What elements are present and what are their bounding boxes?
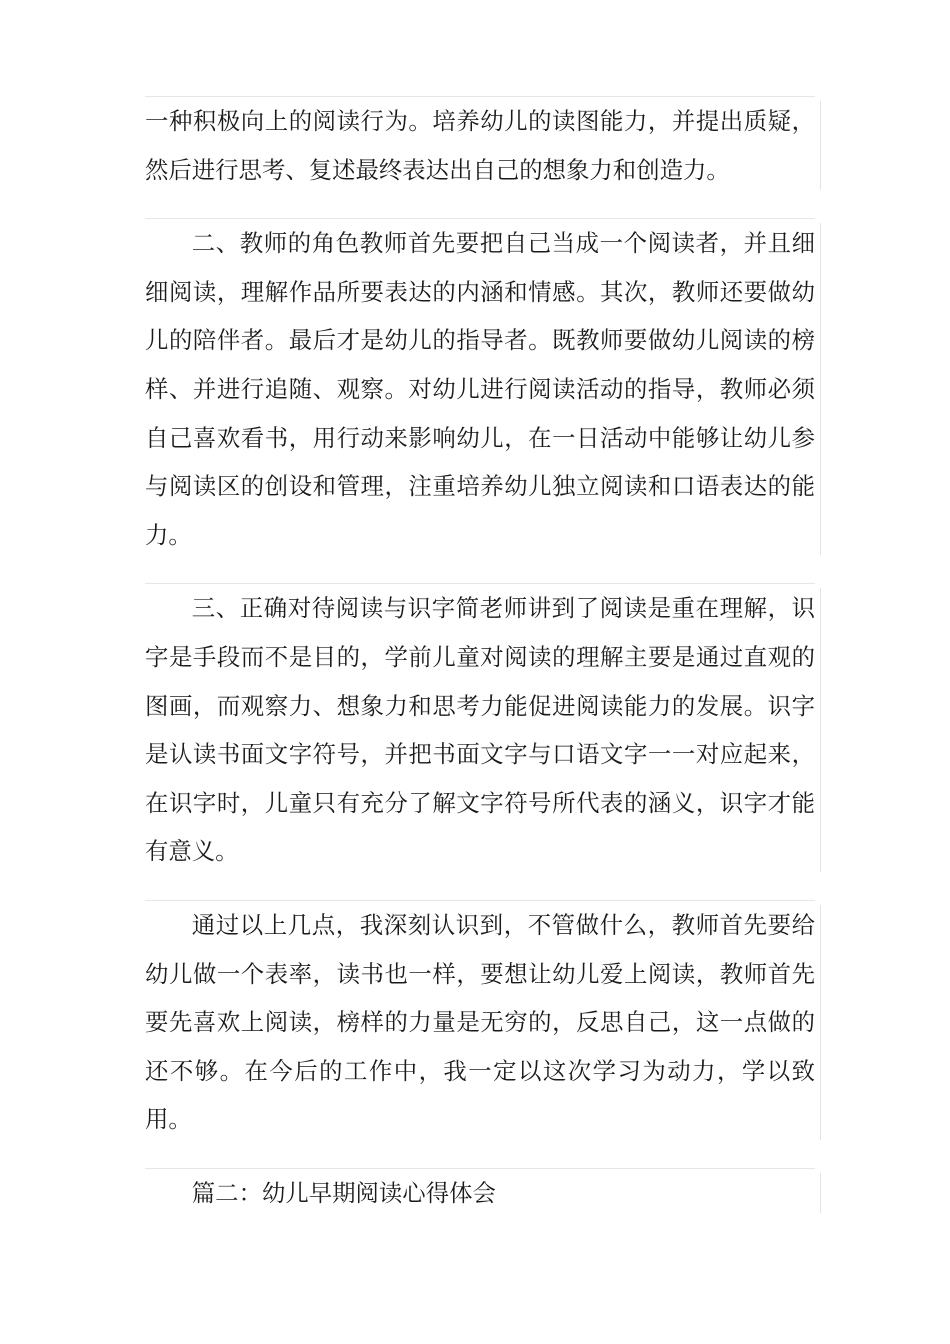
paragraph-reading-literacy: 三、正确对待阅读与识字简老师讲到了阅读是重在理解，识字是手段而不是目的，学前儿童对阅读的理解主要是通过直观的图画，而观察力、想象力和思考力能促进阅读能力的发展。识字是认读书面文字符号，并把书面文字与口语文字一一对应起来，在识字时，儿童只有充分了解文字符号所代表的涵义，识字才能有意义。	[145, 583, 815, 876]
paragraph-gap	[145, 194, 815, 218]
paragraph-continuation: 一种积极向上的阅读行为。培养幼儿的读图能力，并提出质疑，然后进行思考、复述最终表达出自己的想象力和创造力。	[145, 96, 815, 194]
section-heading-part-two: 篇二：幼儿早期阅读心得体会	[145, 1168, 815, 1218]
paragraph-conclusion: 通过以上几点，我深刻认识到，不管做什么，教师首先要给幼儿做一个表率，读书也一样，要想让幼儿爱上阅读，教师首先要先喜欢上阅读，榜样的力量是无穷的，反思自己，这一点做的还不够。在今后的工作中，我一定以这次学习为动力，学以致用。	[145, 900, 815, 1144]
paragraph-teacher-role: 二、教师的角色教师首先要把自己当成一个阅读者，并且细细阅读，理解作品所要表达的内涵和情感。其次，教师还要做幼儿的陪伴者。最后才是幼儿的指导者。既教师要做幼儿阅读的榜样、并进行追随、观察。对幼儿进行阅读活动的指导，教师必须自己喜欢看书，用行动来影响幼儿，在一日活动中能够让幼儿参与阅读区的创设和管理，注重培养幼儿独立阅读和口语表达的能力。	[145, 218, 815, 559]
paragraph-gap	[145, 876, 815, 900]
document-body	[145, 96, 815, 1217]
paragraph-gap	[145, 559, 815, 583]
paragraph-gap	[145, 1144, 815, 1168]
